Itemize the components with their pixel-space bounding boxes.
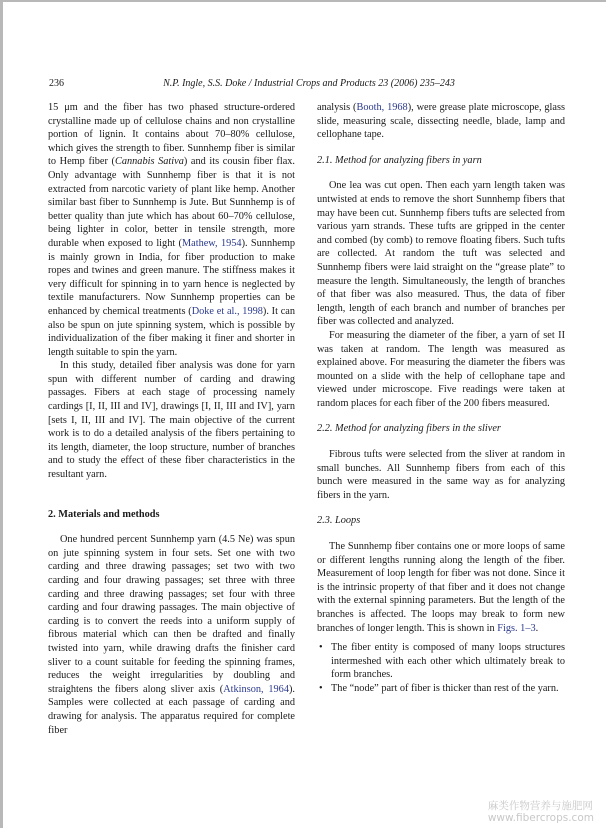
species-name: Cannabis Sativa [114,156,184,168]
page-frame-top [0,0,606,2]
text-run: The Sunnhemp fiber contains one or more loops of same or different lengths running along the length of the fiber. Measurement of loop length for fiber was not done. Since it is the intrinsic property of that fiber and it does not change with the external spinning parameters. But the length of the branches is affected. The loops may break to form new branches of longer length. This is shown in [317,541,565,634]
paragraph-study: In this study, detailed fiber analysis was done for yarn spun with different number of carding and drawing passages. Fibers at each stage of processing namely cardings [I, II, III and IV], drawings [I, II, III and IV], yarn [sets I, II, III and IV]. The main objective of the current work is to do a detailed analysis of the fibers pertaining to its length, diameter, the loop structure, number of branches and to study the effect of these fiber characteristics in the resultant yarn. [48,360,295,481]
bullet-text: The “node” part of fiber is thicker than rest of the yarn. [331,682,559,694]
subsection-heading-sliver: 2.2. Method for analyzing fibers in the sliver [317,423,501,435]
watermark-chinese-text: 麻类作物营养与施肥网 [487,800,593,812]
running-head [49,78,549,92]
bullet-item [319,641,565,682]
text-run: 15 μm and the fiber has two phased structure-ordered crystalline made up of cellulose chains and non crystalline portion of lignin. It contains about 70–80% cellulose, which gives the strength to fiber. Sunnhemp fiber is similar to Hemp fiber ( [48,102,295,168]
bullet-item [319,682,565,696]
left-column [48,101,295,737]
page-number: 236 [49,78,64,89]
paragraph-apparatus [317,101,565,142]
citation-link-mathew[interactable]: Mathew, 1954 [181,237,242,249]
text-run: ), were grease plate microscope, glass slide, measuring scale, dissecting needle, blade, lamp and cellophane tape. [317,102,565,141]
right-column [317,101,565,696]
section-heading-materials-methods: 2. Materials and methods [48,508,160,520]
text-run: analysis ( [317,102,357,113]
text-run: . [535,622,539,634]
text-run: ). Samples were collected at each passage of carding and drawing for analysis. The apparatus required for complete fiber [48,683,295,736]
site-watermark [488,800,594,824]
paragraph-loops [317,540,565,635]
text-run: ). Sunnhemp is mainly grown in India, for fiber production to make ropes and twines and green manure. The stiffness makes it very difficult for spinning in to yarn hence is neglected by textile manufacturers. Now Sunnhemp properties can be enhanced by chemical treatments ( [48,237,295,317]
citation-link-booth[interactable]: Booth, 1968 [356,102,408,113]
bullet-text: The fiber entity is composed of many loops structures intermeshed with each other which ultimately break to form branches. [331,642,565,681]
text-run: ) and its cousin fiber flax. Only advantage with Sunnhemp fiber is that it is not extracted from narcotic variety of plant like hemp. Another similar bast fiber to Sunnhemp is Jute. But Sunnhemp is of better quality than jute which has about 60–70% cellulose, being lighter in color, better in tensile strength, more durable when exposed to light ( [48,156,295,249]
subsection-heading-yarn: 2.1. Method for analyzing fibers in yarn [317,154,482,166]
paragraph-yarn-method: One lea was cut open. Then each yarn length taken was untwisted at ends to remove the short Sunnhemp fibers that may have been cut. Sunnhemp fibers tufts are selected from various yarn strands. These tufts are gripped in the center and combed (by comb) to remove floating fibers. Such tufts are collected. At random the tuft was selected and Sunnhemp fibers were laid straight on the “grease plate” to measure the length. Simultaneously, the length of branches of that fiber was also measured. Thus, the data of fiber length, length of each branch and number of branches per fiber was collected and analyzed. [317,180,565,328]
bullet-icon: • [319,682,323,694]
citation-link-atkinson[interactable]: Atkinson, 1964 [223,683,289,695]
paragraph-intro [48,101,295,359]
paragraph-materials [48,533,295,737]
paragraph-diameter: For measuring the diameter of the fiber, a yarn of set II was taken at random. The length was measured as explained above. For measuring the diameter the fibers was mounted on a slide with the help of cellophane tape and viewed under microscope. Five readings were taken at random places for each fiber of the 200 fibers measured. [317,329,565,409]
citation-link-doke[interactable]: Doke et al., 1998 [191,305,263,317]
bullet-icon: • [319,642,323,654]
text-run: ). It can also be spun on jute spinning system, which is possible by individualization of the fiber making it finer and shorter in length suitable to spin the yarn. [48,305,295,358]
journal-reference: N.P. Ingle, S.S. Doke / Industrial Crops and Products 23 (2006) 235–243 [163,78,455,89]
watermark-url: www.fibercrops.com [487,812,594,824]
figure-reference-link[interactable]: Figs. 1–3 [497,622,536,634]
text-run: One hundred percent Sunnhemp yarn (4.5 Ne) was spun on jute spinning system in four sets. Set one with two carding and three drawing passages; set two with two carding and four drawing passages; set three with three carding and three drawing passages; set four with three carding and four drawing passages. The main objective of carding is to convert the reeds into a uniform supply of fibrous material which can then be drafted and finally twisted into yarn, while drawing drafts the finisher card sliver to a count suitable for feeding the spinning frames, reduces the weight irregularities by doubling and straightens the fibers along sliver axis ( [48,534,295,695]
bullet-list [317,641,565,695]
paragraph-sliver-method: Fibrous tufts were selected from the sliver at random in small bunches. All Sunnhemp fibers from each of this bunch were measured in the same way as for analyzing fibers in the yarn. [317,449,565,501]
subsection-heading-loops: 2.3. Loops [317,515,361,527]
page-frame-left [0,0,3,828]
